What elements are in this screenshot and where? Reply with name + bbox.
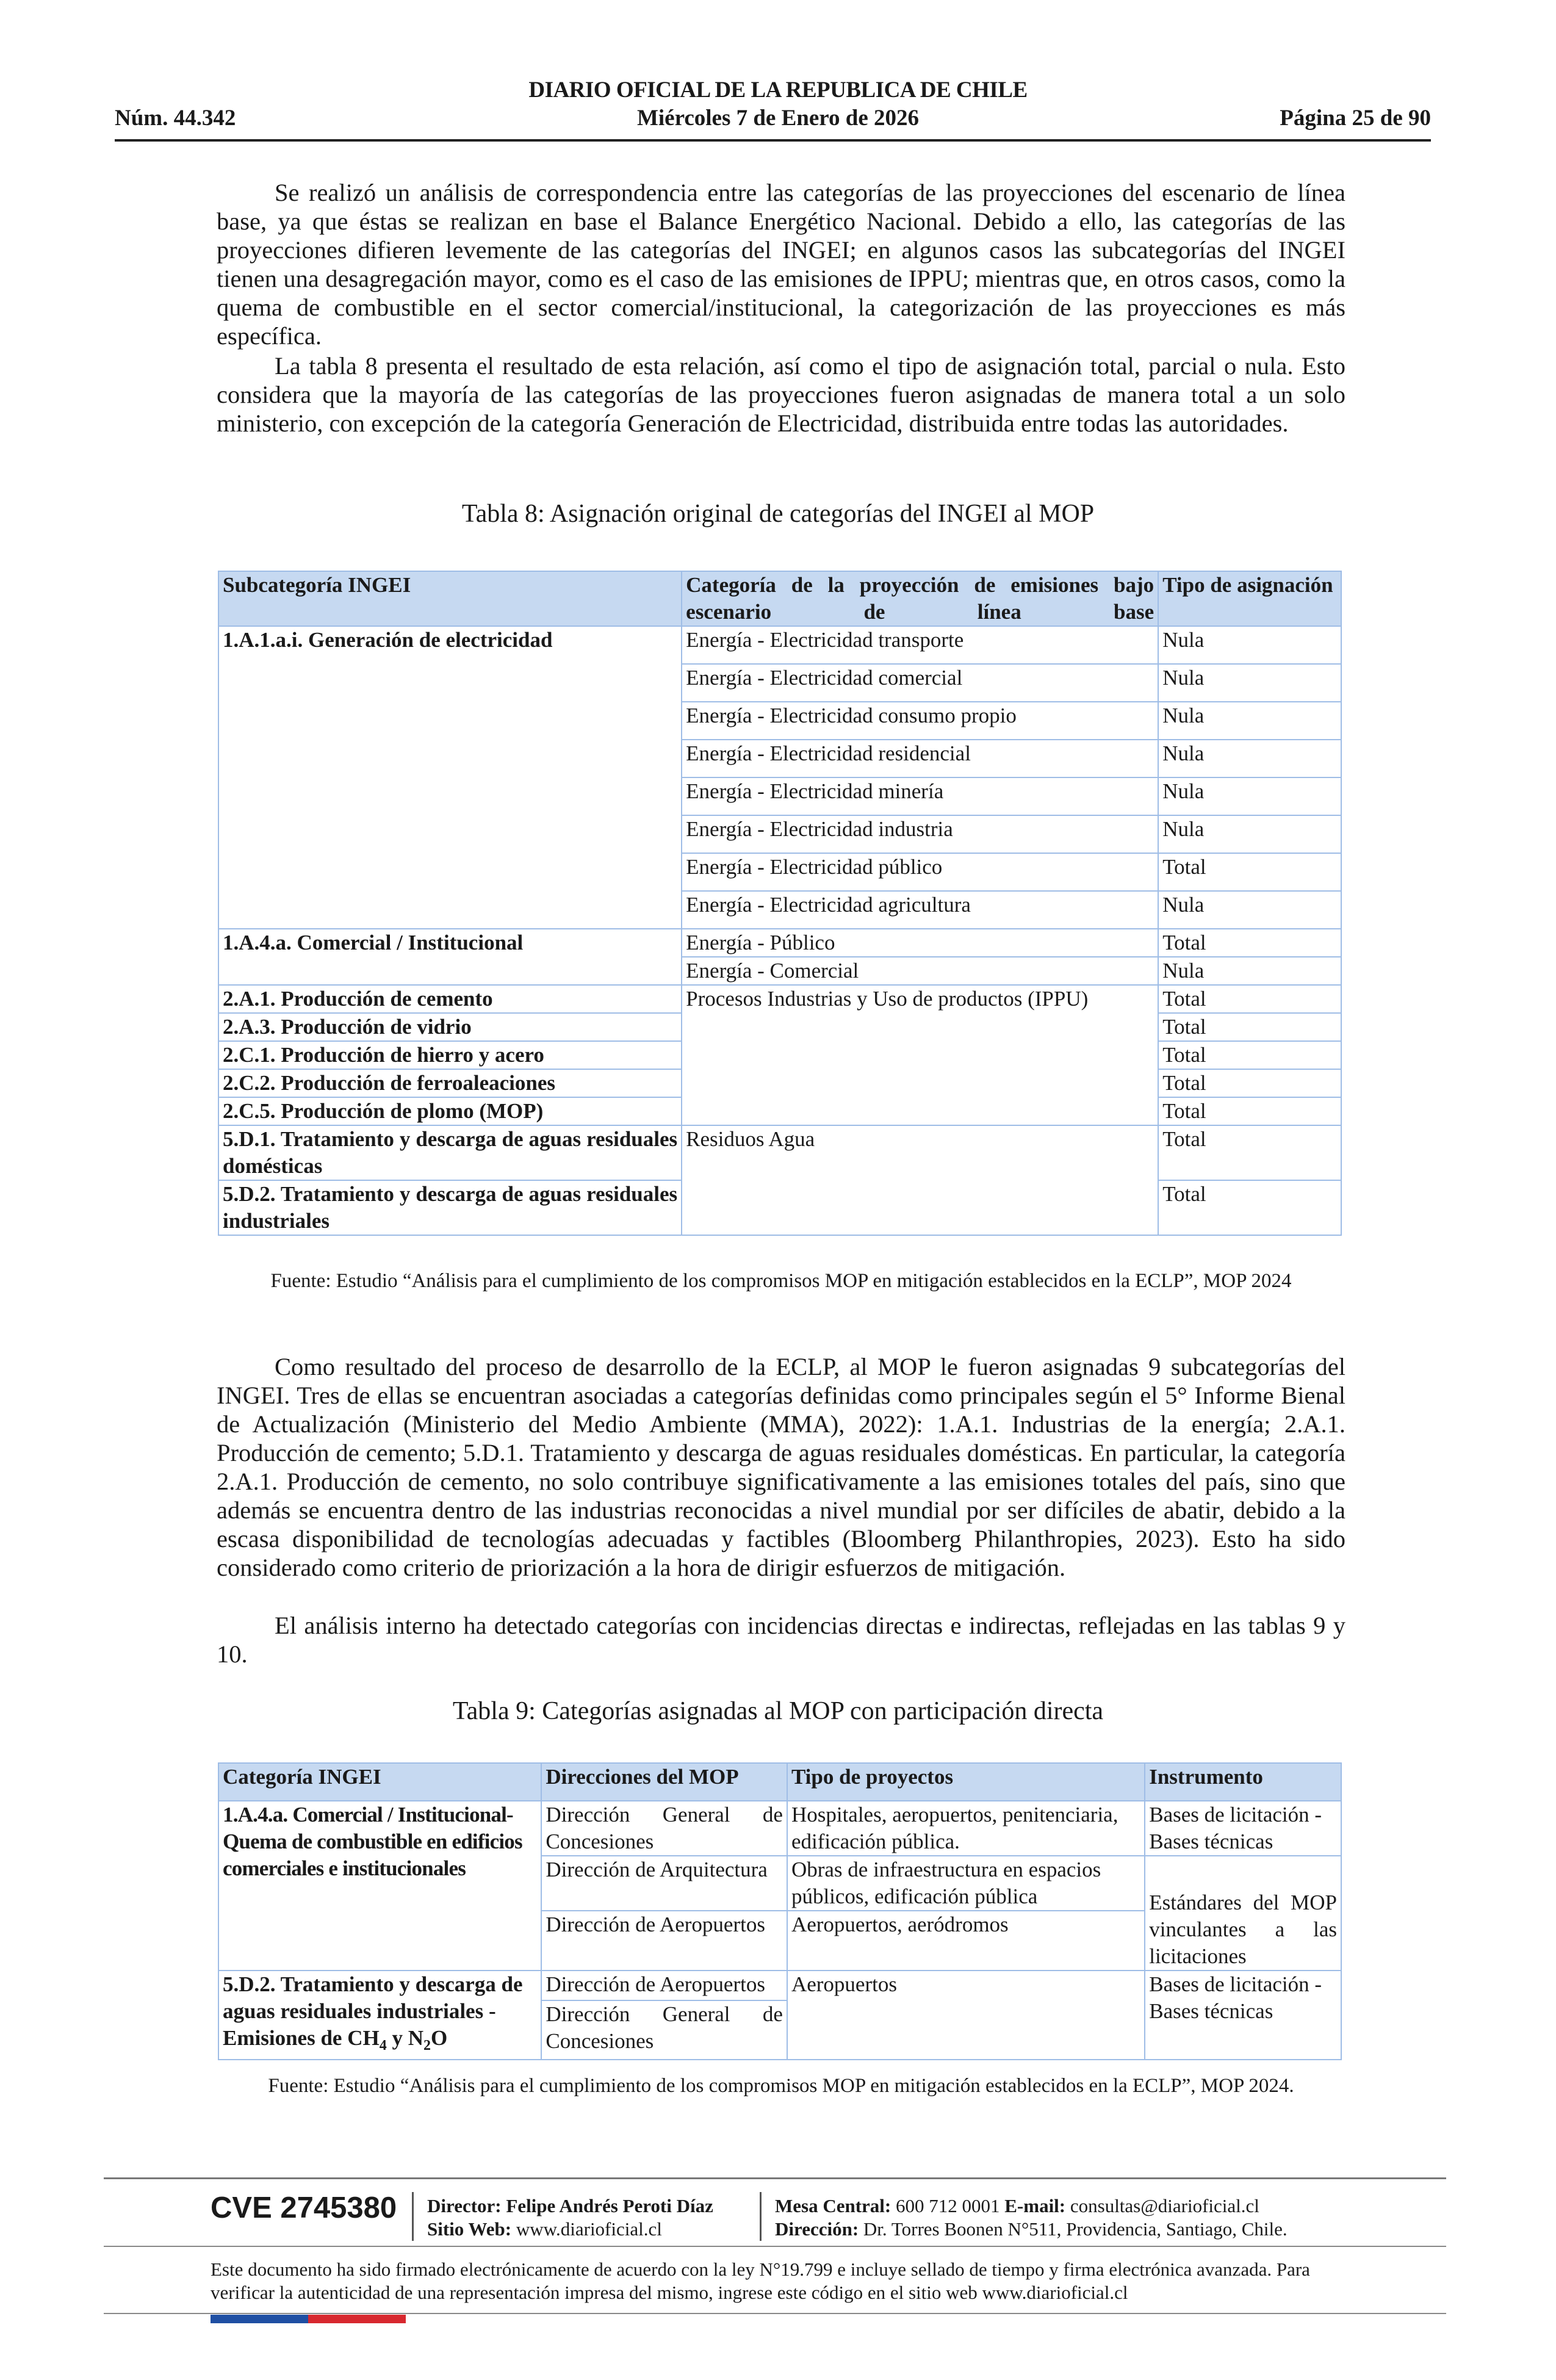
assignment-cell: Nula [1158,702,1341,740]
table-row [218,985,1341,1013]
table-9-source: Fuente: Estudio “Análisis para el cumplimiento de los compromisos MOP en mitigación establecidos en la ECLP”, MOP 2024. [268,2075,1294,2097]
instrument-cell: Estándares del MOP vinculantes a las licitaciones [1145,1856,1341,1971]
instrument-cell: Bases de licitación - Bases técnicas [1145,1801,1341,1856]
address-line: Dirección: Dr. Torres Boonen N°511, Providencia, Santiago, Chile. [775,2218,1288,2240]
column-header: Subcategoría INGEI [218,571,682,626]
website-line: Sitio Web: www.diarioficial.cl [427,2218,662,2240]
assignment-cell: Total [1158,853,1341,891]
subcategory-cell: 5.D.1. Tratamiento y descarga de aguas residuales domésticas [218,1125,682,1180]
instrument-cell: Bases de licitación - Bases técnicas [1145,1971,1341,2060]
table-9 [218,1762,1342,2060]
category-cell: Energía - Electricidad comercial [682,664,1158,702]
column-header: Tipo de proyectos [787,1763,1145,1801]
assignment-cell: Total [1158,1125,1341,1180]
issue-number: Núm. 44.342 [115,106,236,131]
project-cell: Hospitales, aeropuertos, penitenciaria, edificación pública. [787,1801,1145,1856]
direction-cell: Dirección de Aeropuertos [541,1971,787,2000]
table-row [218,1801,1341,1856]
category-cell: Energía - Público [682,929,1158,957]
subcategory-cell: 2.A.1. Producción de cemento [218,985,682,1013]
table-9-caption: Tabla 9: Categorías asignadas al MOP con participación directa [452,1697,1104,1725]
table-8 [218,571,1342,1236]
flag-stripe-red [308,2315,406,2323]
assignment-cell: Nula [1158,777,1341,815]
contact-line: Mesa Central: 600 712 0001 E-mail: consultas@diarioficial.cl [775,2195,1259,2216]
assignment-cell: Total [1158,1180,1341,1235]
column-header: Instrumento [1145,1763,1341,1801]
category-cell: Energía - Comercial [682,957,1158,985]
page-number: Página 25 de 90 [1280,106,1431,131]
table-header-row [218,571,1341,626]
paragraph: Como resultado del proceso de desarrollo de la ECLP, al MOP le fueron asignadas 9 subcategorías del INGEI. Tres de ellas se encuentran asociadas a categorías definidas como principales según el 5° Informe Bienal de Actualización (Ministerio del Medio Ambiente (MMA), 2022): 1.A.1. Industrias de la energía; 2.A.1. Producción de cemento; 5.D.1. Tratamiento y descarga de aguas residuales domésticas. En particular, la categoría 2.A.1. Producción de cemento, no solo contribuye significativamente a las emisiones totales del país, sino que además se encuentra dentro de las industrias reconocidas a nivel mundial por ser difíciles de abatir, debido a la escasa disponibilidad de tecnologías adecuadas y factibles (Bloomberg Philanthropies, 2023). Esto ha sido considerado como criterio de priorización a la hora de dirigir esfuerzos de mitigación. [217,1353,1345,1581]
table-row [218,1971,1341,2000]
assignment-cell: Nula [1158,626,1341,664]
disclaimer: Este documento ha sido firmado electrónicamente de acuerdo con la ley N°19.799 e incluye sellado de tiempo y firma electrónica avanzada. Para verificar la autenticidad de una representación impresa del mismo, ingrese este código en el sitio web www.diarioficial.cl [211,2259,1310,2303]
direction-cell: Dirección General de Concesiones [541,1801,787,1856]
subcategory-cell: 5.D.2. Tratamiento y descarga de aguas residuales industriales [218,1180,682,1235]
subcategory-cell: 2.C.2. Producción de ferroaleaciones [218,1069,682,1097]
category-cell: 1.A.4.a. Comercial / Institucional- Quema de combustible en edificios comerciales e institucionales [218,1801,541,1971]
footer-separator [412,2192,414,2241]
project-cell: Aeropuertos [787,1971,1145,2060]
category-cell: Energía - Electricidad residencial [682,740,1158,777]
assignment-cell: Nula [1158,740,1341,777]
column-header: Tipo de asignación [1158,571,1341,626]
direction-cell: Dirección de Arquitectura [541,1856,787,1911]
table-row [218,626,1341,664]
table-row [218,1125,1341,1180]
column-header: Direcciones del MOP [541,1763,787,1801]
column-header: Categoría INGEI [218,1763,541,1801]
category-cell: Energía - Electricidad minería [682,777,1158,815]
category-cell: Energía - Electricidad consumo propio [682,702,1158,740]
assignment-cell: Nula [1158,664,1341,702]
assignment-cell: Nula [1158,891,1341,929]
paragraph: El análisis interno ha detectado categorías con incidencias directas e indirectas, reflejadas en las tablas 9 y 10. [217,1612,1345,1668]
category-cell: Residuos Agua [682,1125,1158,1235]
category-cell: 5.D.2. Tratamiento y descarga de aguas residuales industriales - Emisiones de $CH_4$ y $N_2O$ [218,1971,541,2060]
category-cell: Energía - Electricidad industria [682,815,1158,853]
header-rule [115,139,1431,142]
website-link[interactable]: www.diarioficial.cl [516,2218,662,2240]
footer-rule [104,2313,1446,2314]
assignment-cell: Total [1158,1013,1341,1041]
assignment-cell: Nula [1158,815,1341,853]
subcategory-cell: 2.C.1. Producción de hierro y acero [218,1041,682,1069]
paragraph: Se realizó un análisis de correspondencia entre las categorías de las proyecciones del escenario de línea base, ya que éstas se realizan en base el Balance Energético Nacional. Debido a ello, las categorías de las proyecciones difieren levemente de las categorías del INGEI; en algunos casos las subcategorías del INGEI tienen una desagregación mayor, como es el caso de las emisiones de IPPU; mientras que, en otros casos, como la quema de combustible en el sector comercial/institucional, la categorización de las proyecciones es más específica. [217,179,1345,350]
assignment-cell: Total [1158,929,1341,957]
assignment-cell: Nula [1158,957,1341,985]
table-8-source: Fuente: Estudio “Análisis para el cumplimiento de los compromisos MOP en mitigación establecidos en la ECLP”, MOP 2024 [270,1270,1292,1292]
table-row [218,929,1341,957]
director-line: Director: Felipe Andrés Peroti Díaz [427,2195,713,2216]
newspaper-title: DIARIO OFICIAL DE LA REPUBLICA DE CHILE [528,78,1028,103]
project-cell: Obras de infraestructura en espacios públicos, edificación pública [787,1856,1145,1911]
footer-rule [104,2246,1446,2247]
subcategory-cell: 2.C.5. Producción de plomo (MOP) [218,1097,682,1125]
email-link[interactable]: consultas@diarioficial.cl [1070,2195,1259,2216]
category-cell: Procesos Industrias y Uso de productos (IPPU) [682,985,1158,1125]
assignment-cell: Total [1158,1097,1341,1125]
flag-stripe-blue [211,2315,308,2323]
subcategory-cell: 1.A.4.a. Comercial / Institucional [218,929,682,985]
table-8-caption: Tabla 8: Asignación original de categorías del INGEI al MOP [461,500,1095,528]
direction-cell: Dirección de Aeropuertos [541,1911,787,1971]
cve-code: CVE 2745380 [211,2191,397,2224]
assignment-cell: Total [1158,985,1341,1013]
direction-cell: Dirección General de Concesiones [541,2000,787,2060]
subcategory-cell: 2.A.3. Producción de vidrio [218,1013,682,1041]
category-cell: Energía - Electricidad transporte [682,626,1158,664]
assignment-cell: Total [1158,1041,1341,1069]
issue-date: Miércoles 7 de Enero de 2026 [636,106,920,131]
project-cell: Aeropuertos, aeródromos [787,1911,1145,1971]
category-cell: Energía - Electricidad agricultura [682,891,1158,929]
subcategory-cell: 1.A.1.a.i. Generación de electricidad [218,626,682,929]
column-header: Categoría de la proyección de emisiones bajo escenario de línea base [682,571,1158,626]
assignment-cell: Total [1158,1069,1341,1097]
footer-rule [104,2177,1446,2179]
table-header-row [218,1763,1341,1801]
footer-separator [760,2192,762,2241]
paragraph: La tabla 8 presenta el resultado de esta relación, así como el tipo de asignación total, parcial o nula. Esto considera que la mayoría de las categorías de las proyecciones fueron asignadas de manera total a un solo ministerio, con excepción de la categoría Generación de Electricidad, distribuida entre todas las autoridades. [217,352,1345,437]
category-cell: Energía - Electricidad público [682,853,1158,891]
